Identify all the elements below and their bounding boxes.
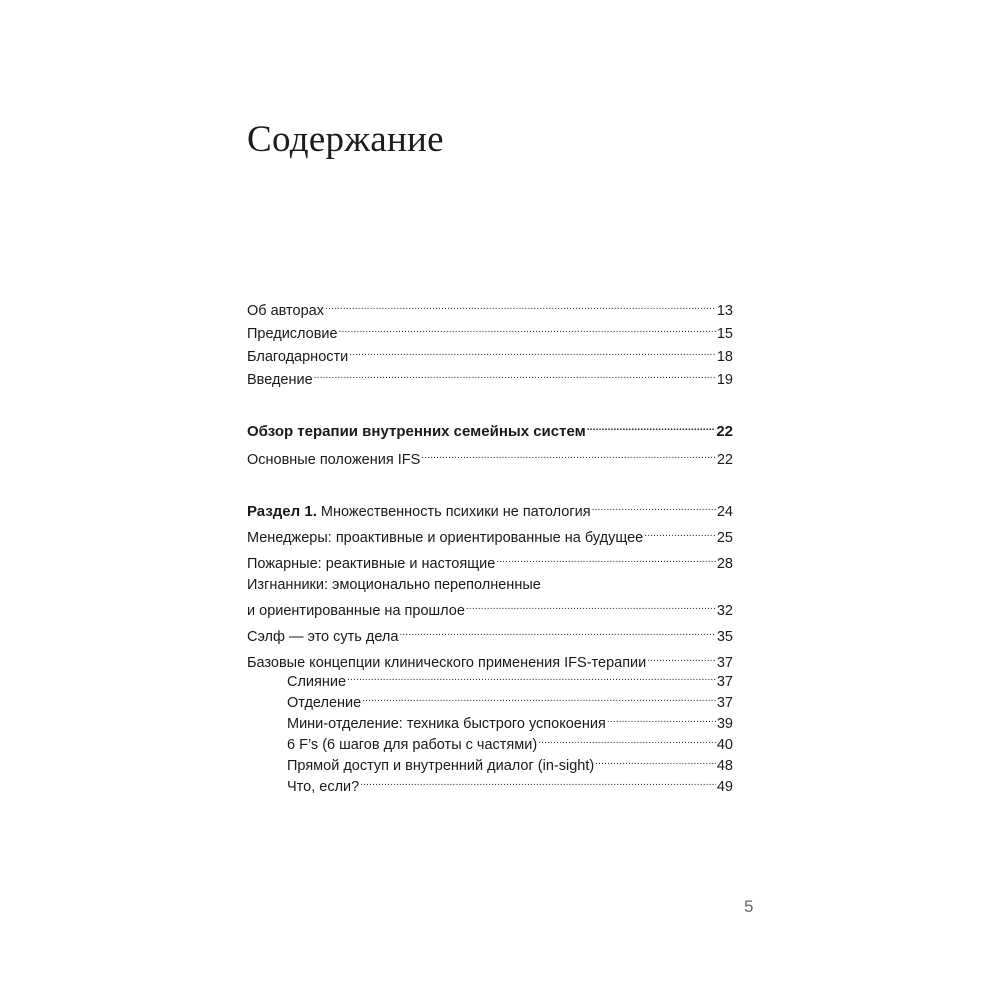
- page-title: Содержание: [247, 119, 444, 160]
- toc-subentry-label: Слияние: [287, 674, 347, 690]
- toc-heading-page: 24: [716, 504, 733, 520]
- toc-entry-ifs-basics[interactable]: [247, 446, 733, 469]
- toc-entry-self[interactable]: [247, 623, 733, 646]
- dot-leader: [538, 731, 716, 749]
- toc-entry-page: 37: [716, 655, 733, 671]
- dot-leader: [595, 752, 716, 770]
- toc-subentry-unblending[interactable]: [287, 689, 733, 712]
- toc-heading-overview[interactable]: [247, 418, 733, 441]
- toc-entry-page: 15: [716, 326, 733, 342]
- toc-entry-label: и ориентированные на прошлое: [247, 603, 465, 619]
- toc-entry-exiles[interactable]: [247, 597, 733, 620]
- toc-subentry-page: 37: [716, 695, 733, 711]
- toc-entry-label: Благодарности: [247, 349, 349, 365]
- toc-heading-label: [247, 503, 591, 521]
- dot-leader: [644, 524, 716, 542]
- toc-entry-page: 32: [716, 603, 733, 619]
- toc-entry-firefighters[interactable]: [247, 550, 733, 573]
- toc-entry-label: Основные положения IFS: [247, 452, 421, 468]
- toc-entry-about-authors[interactable]: [247, 297, 733, 320]
- dot-leader: [347, 668, 716, 686]
- toc-entry-label: Сэлф — это суть дела: [247, 629, 399, 645]
- dot-leader: [466, 597, 716, 615]
- toc-entry-label: Предисловие: [247, 326, 338, 342]
- toc-subentry-label: Что, если?: [287, 779, 360, 795]
- toc-subentry-page: 39: [716, 716, 733, 732]
- toc-subentry-page: 40: [716, 737, 733, 753]
- toc-subentry-direct-access[interactable]: [287, 752, 733, 775]
- toc-subentry-blending[interactable]: [287, 668, 733, 691]
- section-prefix: Раздел 1.: [247, 503, 317, 520]
- dot-leader: [647, 649, 716, 667]
- toc-entry-page: 13: [716, 303, 733, 319]
- toc-subentry-label: Отделение: [287, 695, 362, 711]
- toc-subentry-page: 49: [716, 779, 733, 795]
- toc-entry-exiles-line1[interactable]: Изгнанники: эмоционально переполненные: [247, 577, 541, 593]
- dot-leader: [587, 418, 716, 436]
- section-title: Множественность психики не патология: [320, 504, 591, 520]
- dot-leader: [607, 710, 716, 728]
- toc-entry-label: Пожарные: реактивные и настоящие: [247, 556, 496, 572]
- toc-entry-page: 22: [716, 452, 733, 468]
- toc-subentry-label: Прямой доступ и внутренний диалог (in-sight): [287, 758, 595, 774]
- toc-subentry-label: 6 F’s (6 шагов для работы с частями): [287, 737, 538, 753]
- toc-subentry-page: 48: [716, 758, 733, 774]
- toc-subentry-page: 37: [716, 674, 733, 690]
- toc-entry-label: Об авторах: [247, 303, 324, 319]
- toc-entry-page: 18: [716, 349, 733, 365]
- dot-leader: [349, 343, 716, 361]
- toc-entry-label: Введение: [247, 372, 313, 388]
- toc-entry-label: Базовые концепции клинического применения IFS-терапии: [247, 655, 647, 671]
- dot-leader: [421, 446, 716, 464]
- dot-leader: [592, 498, 716, 516]
- dot-leader: [339, 320, 716, 338]
- toc-entry-page: 28: [716, 556, 733, 572]
- toc-entry-page: 35: [716, 629, 733, 645]
- dot-leader: [314, 366, 716, 384]
- toc-heading-page: 22: [716, 423, 733, 440]
- toc-heading-section1[interactable]: [247, 498, 733, 521]
- dot-leader: [325, 297, 716, 315]
- toc-subentry-mini-unblending[interactable]: [287, 710, 733, 733]
- dot-leader: [362, 689, 716, 707]
- page-number: 5: [744, 897, 754, 916]
- toc-subentry-label: Мини-отделение: техника быстрого успокоения: [287, 716, 606, 732]
- toc-entry-page: 19: [716, 372, 733, 388]
- toc-heading-label: Обзор терапии внутренних семейных систем: [247, 423, 586, 440]
- dot-leader: [496, 550, 716, 568]
- toc-subentry-what-if[interactable]: [287, 773, 733, 796]
- toc-entry-page: 25: [716, 530, 733, 546]
- dot-leader: [360, 773, 716, 791]
- toc-entry-introduction[interactable]: [247, 366, 733, 389]
- toc-entry-managers[interactable]: [247, 524, 733, 547]
- toc-entry-label: Менеджеры: проактивные и ориентированные на будущее: [247, 530, 644, 546]
- toc-entry-preface[interactable]: [247, 320, 733, 343]
- dot-leader: [399, 623, 715, 641]
- toc-entry-acknowledgements[interactable]: [247, 343, 733, 366]
- toc-subentry-6fs[interactable]: [287, 731, 733, 754]
